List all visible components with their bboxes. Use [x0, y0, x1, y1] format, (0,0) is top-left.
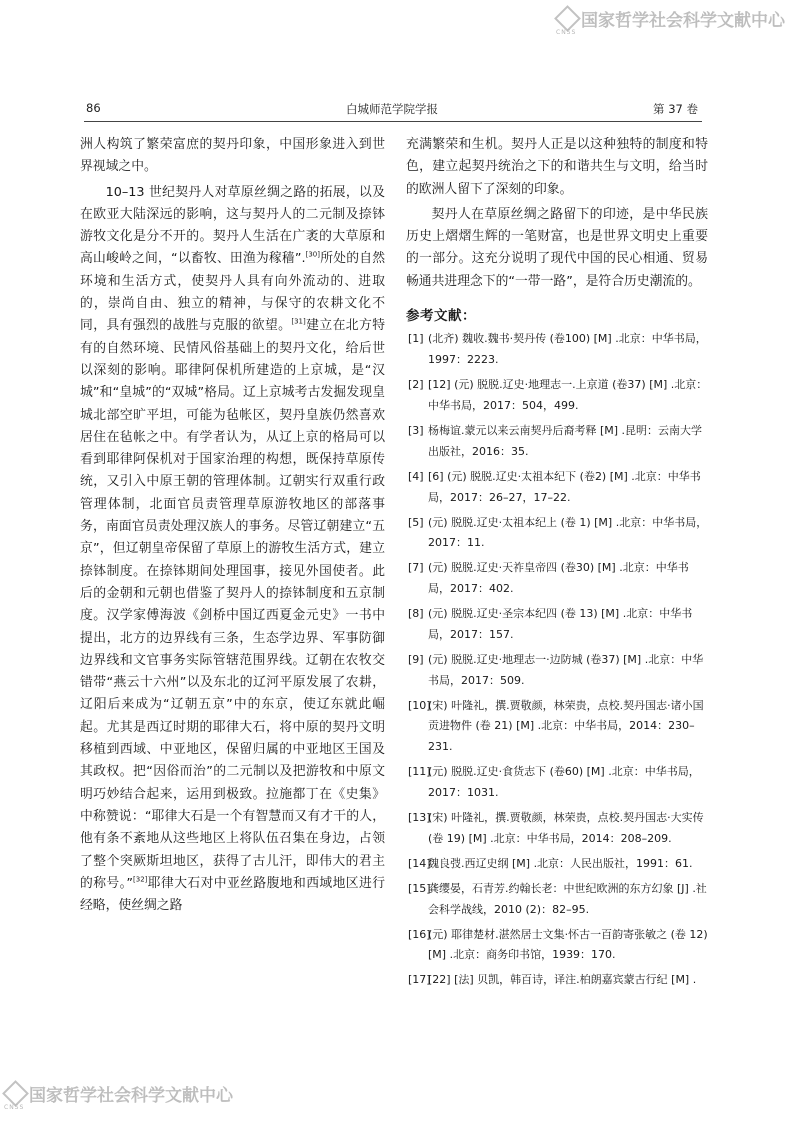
- watermark-text: 国家哲学社会科学文献中心: [29, 1086, 233, 1106]
- reference-number: [15]: [408, 881, 431, 895]
- reference-item: [406, 329, 708, 371]
- reference-text: 魏良弢.西辽史纲 [M] .北京：人民出版社，1991：61.: [428, 856, 693, 870]
- reference-number: [4]: [408, 469, 424, 483]
- reference-item: [406, 558, 708, 600]
- watermark-bottom: [4, 1081, 233, 1111]
- reference-number: [17]: [408, 973, 431, 987]
- reference-number: [5]: [408, 515, 424, 529]
- reference-number: [14]: [408, 856, 431, 870]
- reference-text: (北齐) 魏收.魏书·契丹传 (卷100) [M] .北京：中华书局，1997：2223.: [428, 332, 707, 367]
- reference-text: [12] (元) 脱脱.辽史·地理志一.上京道 (卷37) [M] .北京：中华书局，2017：504，499.: [428, 378, 708, 412]
- page-number: 86: [86, 101, 101, 115]
- reference-number: [8]: [408, 607, 424, 621]
- paragraph-text: 耶律大石对中亚丝路腹地和西域地区进行经略，使丝绸之路: [80, 875, 385, 914]
- volume-label: 第 37 卷: [653, 102, 698, 116]
- reference-text: [6] (元) 脱脱.辽史·太祖本纪下 (卷2) [M] .北京：中华书局，2017：26–27，17–22.: [428, 469, 701, 504]
- reference-item: [406, 421, 708, 463]
- paragraph: [80, 134, 385, 179]
- reference-number: [2]: [408, 378, 424, 392]
- citation-marker: [30]: [305, 251, 320, 260]
- paragraph: [80, 182, 385, 918]
- reference-item: [406, 467, 708, 509]
- paragraph-text: 10–13 世纪契丹人对草原丝绸之路的拓展，以及在欧亚大陆深远的影响，这与契丹人的二元制及捺钵游牧文化是分不开的。契丹人生活在广袤的大草原和高山峻岭之间，“以畜牧、田渔为稼穑”.: [80, 184, 385, 267]
- paragraph-text: 洲人构筑了繁荣富庶的契丹印象，中国形象进入到世界视域之中。: [80, 137, 385, 175]
- paragraph-text: 充满繁荣和生机。契丹人正是以这种独特的制度和特色，建立起契丹统治之下的和谐共生与文明，给当时的欧洲人留下了深刻的印象。: [406, 137, 708, 197]
- paragraph: [406, 134, 708, 201]
- reference-item: [406, 762, 708, 804]
- reference-item: [406, 650, 708, 692]
- running-header: [86, 101, 698, 115]
- reference-text: (元) 耶律楚材.湛然居士文集·怀古一百韵寄张敏之 (卷 12) [M] .北京：商务印书馆，1939：170.: [428, 927, 708, 962]
- citation-marker: [31]: [291, 318, 306, 327]
- reference-item: [406, 375, 708, 417]
- cnss-logo-icon: CNSS: [558, 9, 577, 28]
- reference-item: [406, 604, 708, 646]
- paragraph-text: 建立在北方特有的自然环境、民情风俗基础上的契丹文化，给后世以深刻的影响。耶律阿保机所建造的上京城，是“汉城”和“皇城”的“双城”格局。辽上京城考古发掘发现皇城北部空旷平坦，可能为毡帐区，契丹皇族仍然喜欢居住在毡帐之中。有学者认为，从辽上京的格局可以看到耶律阿保机对于国家治理的构想，既保持草原传统，又引入中原王朝的管理体制。辽朝实行双重行政管理体制，北面官员责管理草原游牧地区的部落事务，南面官员责处理汉族人的事务。尽管辽朝建立“五京”，但辽朝皇帝保留了草原上的游牧生活方式，建立捺钵制度。在捺钵期间处理国事，接见外国使者。此后的金朝和元朝也借鉴了契丹人的捺钵制度和五京制度。汉学家傅海波《剑桥中国辽西夏金元史》一书中提出，北方的边界线有三条，生态学边界、军事防御边界线和文官事务实际管辖范围界线。辽朝在农牧交错带“燕云十六州”以及东北的辽河平原发展了农耕，辽阳后来成为“辽朝五京”中的东京，使辽东就此崛起。尤其是西辽时期的耶律大石，将中原的契丹文明移植到西域、中亚地区，保留归属的中亚地区王国及其政权。把“因俗而治”的二元制以及把游牧和中原文明巧妙结合起来，运用到极致。拉施都丁在《史集》中称赞说：“耶律大石是一个有智慧而又有才干的人，他有条不紊地从这些地区上将队伍召集在身边，占领了整个突厥斯坦地区，获得了古儿汗，即伟大的君主的称号。”: [80, 318, 386, 891]
- reference-text: (元) 脱脱.辽史·食货志下 (卷60) [M] .北京：中华书局，2017：1031.: [428, 765, 700, 799]
- reference-text: 杨梅谊.蒙元以来云南契丹后裔考释 [M] .昆明：云南大学出版社，2016：35.: [428, 423, 703, 458]
- reference-text: (元) 脱脱.辽史·地理志一·边防城 (卷37) [M] .北京：中华书局，2017：509.: [428, 652, 704, 687]
- reference-number: [16]: [408, 927, 431, 941]
- reference-text: (元) 脱脱.辽史·圣宗本纪四 (卷 13) [M] .北京：中华书局，2017：157.: [428, 607, 693, 641]
- right-column-body: [406, 134, 708, 293]
- reference-text: (宋) 叶隆礼，撰.贾敬颜，林荣贵，点校.契丹国志·大实传 (卷 19) [M] .北京：中华书局，2014：208–209.: [428, 810, 704, 845]
- reference-item: [406, 879, 708, 921]
- watermark-top: [556, 6, 785, 36]
- references-title: 参考文献：: [406, 308, 476, 325]
- right-column: [406, 134, 708, 995]
- reference-number: [11]: [408, 765, 431, 779]
- watermark-text: 国家哲学社会科学文献中心: [581, 11, 785, 31]
- citation-marker: [32]: [133, 875, 148, 884]
- journal-title: 白城师范学院学报: [346, 102, 438, 116]
- reference-item: [406, 925, 708, 967]
- reference-item: [406, 970, 708, 991]
- reference-item: [406, 696, 708, 758]
- paragraph: [406, 204, 708, 293]
- reference-item: [406, 808, 708, 850]
- reference-number: [3]: [408, 423, 424, 437]
- reference-number: [1]: [408, 332, 424, 346]
- reference-number: [13]: [408, 810, 431, 824]
- reference-text: 龚缨晏，石青芳.约翰长老：中世纪欧洲的东方幻象 [J] .社会科学战线，2010 (2)：82–95.: [428, 881, 707, 916]
- reference-text: (元) 脱脱.辽史·天祚皇帝四 (卷30) [M] .北京：中华书局，2017：402.: [428, 561, 689, 596]
- left-column: [80, 134, 385, 917]
- reference-text: (宋) 叶隆礼，撰.贾敬颜，林荣贵，点校.契丹国志·诸小国贡进物件 (卷 21) [M] .北京：中华书局，2014：230–231.: [428, 698, 704, 754]
- reference-item: [406, 513, 708, 555]
- reference-text: (元) 脱脱.辽史·太祖本纪上 (卷 1) [M] .北京：中华书局，2017：11.: [428, 515, 708, 550]
- reference-item: [406, 854, 708, 875]
- reference-text: [22] [法] 贝凯，韩百诗，译注.柏朗嘉宾蒙古行纪 [M] .: [428, 973, 697, 987]
- reference-number: [10]: [408, 698, 431, 712]
- paragraph-text: 契丹人在草原丝绸之路留下的印迹，是中华民族历史上熠熠生辉的一笔财富，也是世界文明史上重要的一部分。这充分说明了现代中国的民心相通、贸易畅通共进理念下的“一带一路”，是符合历史潮流的。: [406, 206, 708, 289]
- paragraph-text: 所处的自然环境和生活方式，使契丹人具有向外流动的、进取的，崇尚自由、独立的精神，与保守的农耕文化不同，具有强烈的战胜与克服的欲望。: [80, 251, 386, 334]
- reference-number: [7]: [408, 561, 424, 575]
- header-rule: [84, 121, 702, 122]
- reference-number: [9]: [408, 652, 424, 666]
- cnss-logo-icon: CNSS: [6, 1084, 25, 1103]
- references-list: [406, 329, 708, 991]
